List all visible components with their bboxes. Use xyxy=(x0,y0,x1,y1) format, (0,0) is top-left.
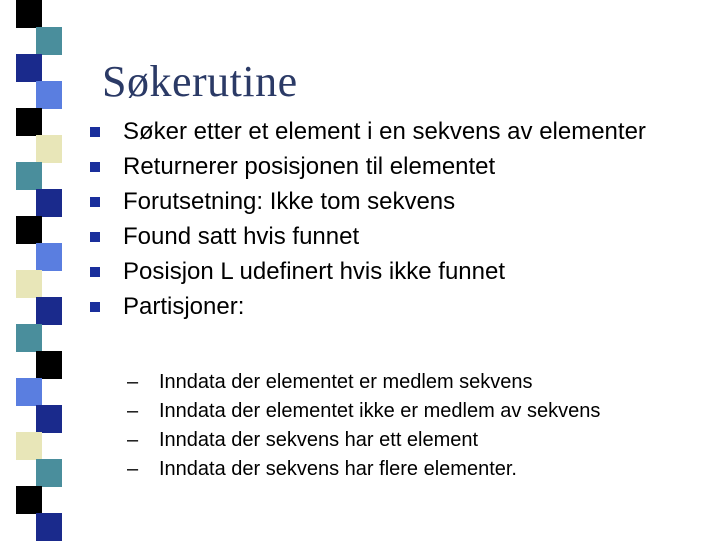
square-bullet-icon xyxy=(90,232,100,242)
stripe-block xyxy=(36,243,62,271)
stripe-block xyxy=(16,324,42,352)
bullet-item xyxy=(90,222,710,251)
bullet-text: Partisjoner: xyxy=(123,293,245,320)
bullet-text: Returnerer posisjonen til elementet xyxy=(123,153,496,180)
square-bullet-icon xyxy=(90,162,100,172)
bullet-item xyxy=(90,187,710,216)
bullet-item xyxy=(90,117,710,146)
stripe-block xyxy=(16,378,42,406)
bullet-text: Søker etter et element i en sekvens av elementer xyxy=(123,118,646,145)
sub-bullet-text: Inndata der elementet er medlem sekvens xyxy=(159,371,533,393)
bullet-text: Posisjon L udefinert hvis ikke funnet xyxy=(123,258,505,285)
bullet-text: Forutsetning: Ikke tom sekvens xyxy=(123,188,456,215)
bullet-text: Found satt hvis funnet xyxy=(123,223,360,250)
square-bullet-icon xyxy=(90,267,100,277)
slide-title: Søkerutine xyxy=(102,57,298,106)
sub-bullet-text: Inndata der elementet ikke er medlem av sekvens xyxy=(159,400,601,422)
stripe-block xyxy=(16,0,42,28)
bullet-list xyxy=(90,117,710,327)
sub-bullet-text: Inndata der sekvens har flere elementer. xyxy=(159,458,517,480)
decorative-stripe xyxy=(0,0,62,540)
stripe-block xyxy=(36,81,62,109)
sub-bullet-item xyxy=(127,457,717,481)
bullet-item xyxy=(90,292,710,321)
sub-bullet-item xyxy=(127,370,717,394)
dash-marker: – xyxy=(127,371,139,393)
stripe-block xyxy=(36,27,62,55)
square-bullet-icon xyxy=(90,302,100,312)
stripe-block xyxy=(16,486,42,514)
stripe-block xyxy=(16,270,42,298)
stripe-block xyxy=(16,54,42,82)
stripe-block xyxy=(36,405,62,433)
square-bullet-icon xyxy=(90,127,100,137)
bullet-item xyxy=(90,257,710,286)
stripe-block xyxy=(16,216,42,244)
dash-marker: – xyxy=(127,429,139,451)
sub-bullet-text: Inndata der sekvens har ett element xyxy=(159,429,479,451)
stripe-block xyxy=(16,162,42,190)
stripe-block xyxy=(36,135,62,163)
bullet-item xyxy=(90,152,710,181)
stripe-block xyxy=(36,351,62,379)
sub-bullet-item xyxy=(127,428,717,452)
square-bullet-icon xyxy=(90,197,100,207)
stripe-block xyxy=(36,459,62,487)
dash-marker: – xyxy=(127,400,139,422)
stripe-block xyxy=(36,189,62,217)
stripe-block xyxy=(16,108,42,136)
sub-bullet-list xyxy=(127,370,717,486)
dash-marker: – xyxy=(127,458,139,480)
sub-bullet-item xyxy=(127,399,717,423)
stripe-block xyxy=(36,513,62,541)
stripe-block xyxy=(36,297,62,325)
stripe-block xyxy=(16,432,42,460)
